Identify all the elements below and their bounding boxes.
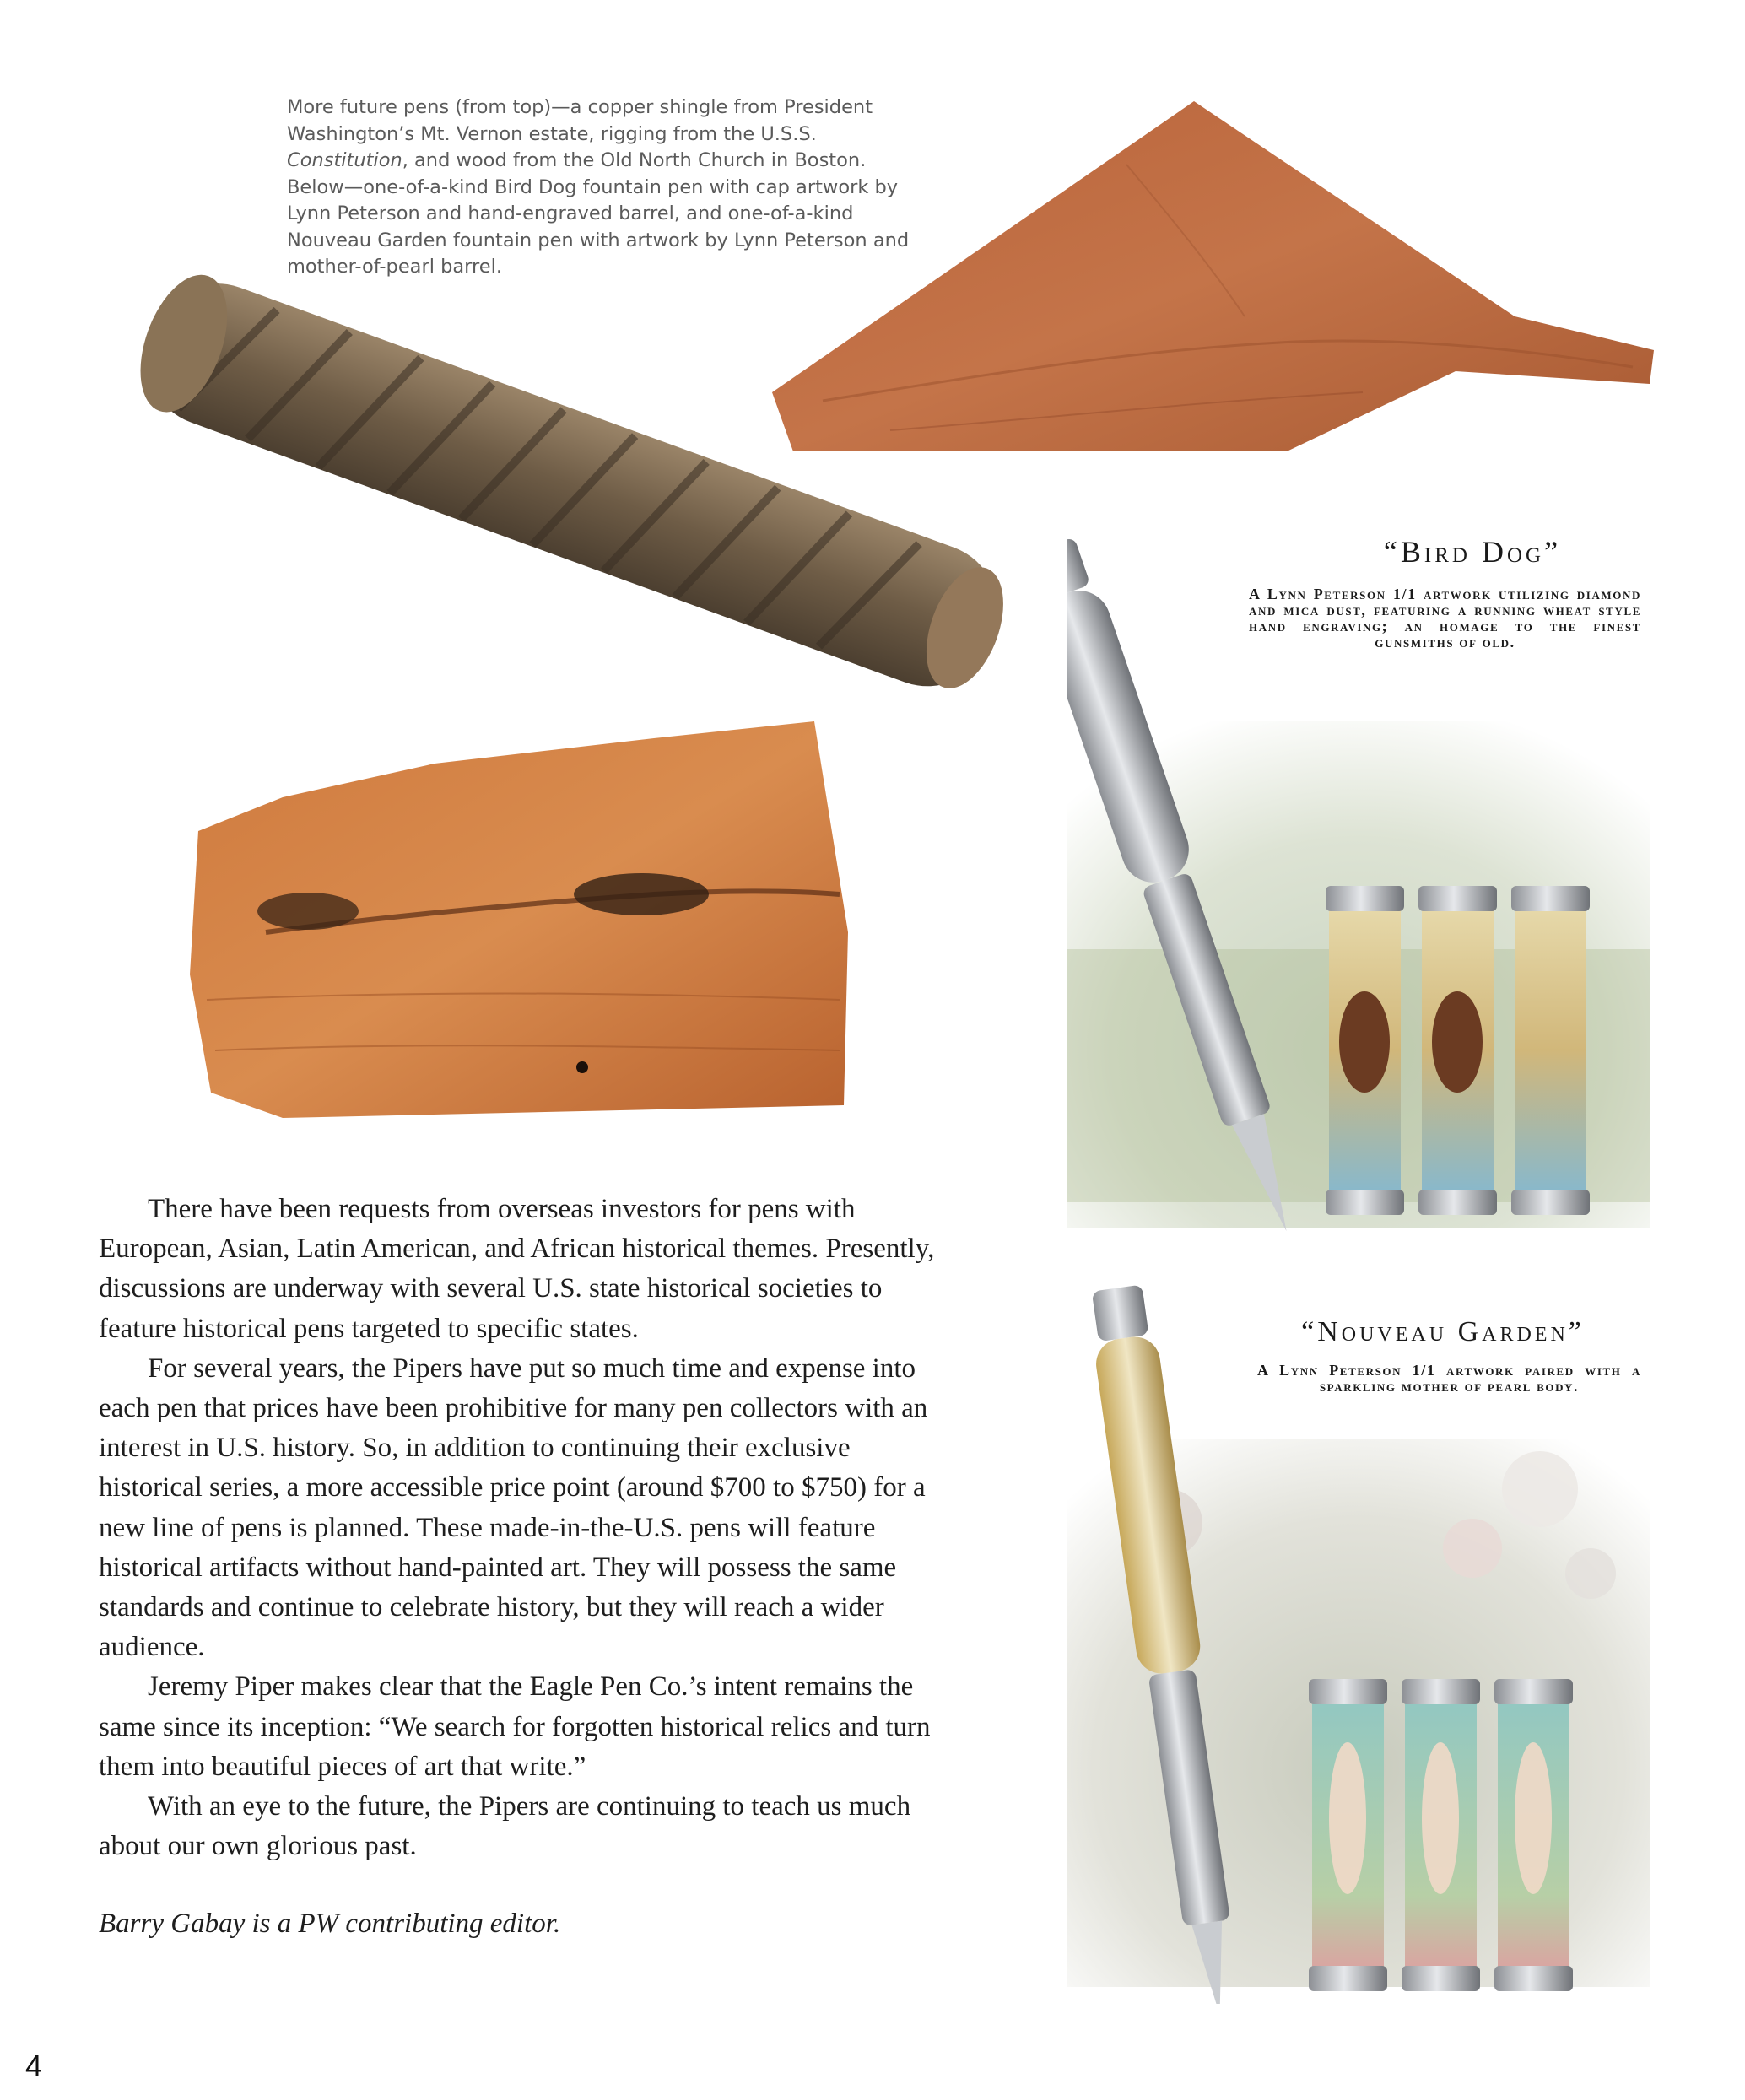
caption-line: mother-of-pearl barrel. bbox=[287, 256, 503, 278]
caption-ship-name: Constitution bbox=[287, 149, 402, 171]
church-wood-photo bbox=[181, 721, 848, 1118]
page-number: 4 bbox=[25, 2049, 43, 2083]
body-paragraph: Jeremy Piper makes clear that the Eagle Pen Co.’s intent remains the same since its inception: “We search for forgotten historical relics and turn them into beautiful pieces of art that write.” bbox=[99, 1671, 931, 1782]
caption-line: More future pens (from top)—a copper shingle from President bbox=[287, 96, 873, 118]
caption-line: Nouveau Garden fountain pen with artwork by Lynn Peterson and bbox=[287, 229, 910, 251]
caption-line: Lynn Peterson and hand-engraved barrel, and one-of-a-kind bbox=[287, 202, 854, 224]
pen-title-bird-dog: “Bird Dog” bbox=[1383, 535, 1562, 569]
pen-description-nouveau-garden: A Lynn Peterson 1/1 artwork paired with a sparkling mother of pearl body. bbox=[1257, 1362, 1641, 1395]
caption-line: Below—one-of-a-kind Bird Dog fountain pen with cap artwork by bbox=[287, 175, 899, 198]
caption-line: Washington’s Mt. Vernon estate, rigging from the U.S.S. bbox=[287, 122, 817, 145]
body-paragraph: There have been requests from overseas investors for pens with European, Asian, Latin American, and African historical themes. Presently, discussions are underway with several U.S. state historical societies to feature historical pens targeted to specific states. bbox=[99, 1194, 935, 1344]
bird-dog-pen-panel bbox=[1067, 502, 1650, 1236]
body-paragraph: With an eye to the future, the Pipers are continuing to teach us much about our own glorious past. bbox=[99, 1791, 911, 1862]
body-paragraph: For several years, the Pipers have put so much time and expense into each pen that prices have been prohibitive for many pen collectors with an interest in U.S. history. So, in addition to continuing their exclusive historical series, a more accessible price point (around $700 to $750) for a new line of pens is planned. These made-in-the-U.S. pens will feature historical artifacts without hand-painted art. They will possess the same standards and continue to celebrate history, but they will reach a wider audience. bbox=[99, 1352, 928, 1663]
pen-description-bird-dog: A Lynn Peterson 1/1 artwork utilizing diamond and mica dust, featuring a running wheat style hand engraving; an homage to the finest gunsmiths of old. bbox=[1249, 586, 1641, 651]
nouveau-garden-pen-panel bbox=[1067, 1270, 1650, 2004]
pen-title-nouveau-garden: “Nouveau Garden” bbox=[1301, 1316, 1585, 1347]
author-byline: Barry Gabay is a PW contributing editor. bbox=[99, 1908, 561, 1939]
article-body bbox=[99, 1190, 959, 1866]
rope-rigging-photo bbox=[110, 245, 1038, 717]
caption-line-rest: , and wood from the Old North Church in Boston. bbox=[402, 149, 867, 171]
